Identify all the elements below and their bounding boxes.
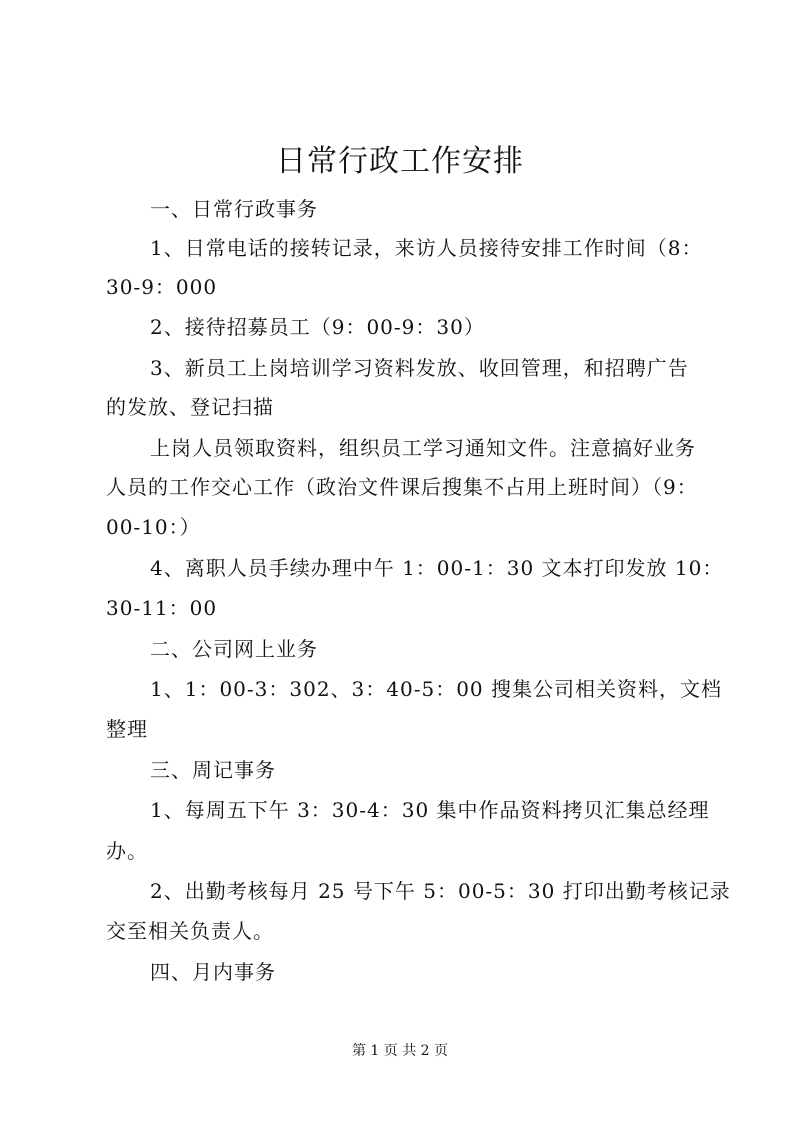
document-title: 日常行政工作安排	[276, 144, 524, 179]
paragraph-line: 交至相关负责人。	[106, 919, 274, 943]
paragraph-line: 整理	[106, 717, 148, 741]
paragraph-line: 30-11：00	[106, 596, 218, 620]
page-number-footer: 第 1 页 共 2 页	[351, 1043, 449, 1059]
paragraph-line: 4、离职人员手续办理中午 1：00-1：30 文本打印发放 10：	[150, 556, 724, 580]
paragraph-line: 2、出勤考核每月 25 号下午 5：00-5：30 打印出勤考核记录	[150, 879, 731, 903]
section-heading-1: 一、日常行政事务	[150, 197, 318, 221]
paragraph-line: 2、接待招募员工（9：00-9：30）	[150, 315, 485, 339]
paragraph-line: 3、新员工上岗培训学习资料发放、收回管理，和招聘广告	[150, 356, 689, 380]
paragraph-line: 00-10：）	[106, 515, 201, 539]
section-heading-3: 三、周记事务	[150, 758, 276, 782]
paragraph-line: 的发放、登记扫描	[106, 395, 274, 419]
section-heading-4: 四、月内事务	[150, 960, 276, 984]
paragraph-line: 1、每周五下午 3：30-4：30 集中作品资料拷贝汇集总经理	[150, 798, 710, 822]
paragraph-line: 1、1：00-3：302、3：40-5：00 搜集公司相关资料，文档	[150, 677, 723, 701]
paragraph-line: 1、日常电话的接转记录，来访人员接待安排工作时间（8：	[150, 236, 703, 260]
paragraph-line: 30-9：000	[106, 275, 218, 299]
paragraph-line: 上岗人员领取资料，组织员工学习通知文件。注意搞好业务	[150, 436, 696, 460]
section-heading-2: 二、公司网上业务	[150, 637, 318, 661]
paragraph-line: 人员的工作交心工作（政治文件课后搜集不占用上班时间）（9：	[106, 475, 698, 499]
paragraph-line: 办。	[106, 839, 148, 863]
